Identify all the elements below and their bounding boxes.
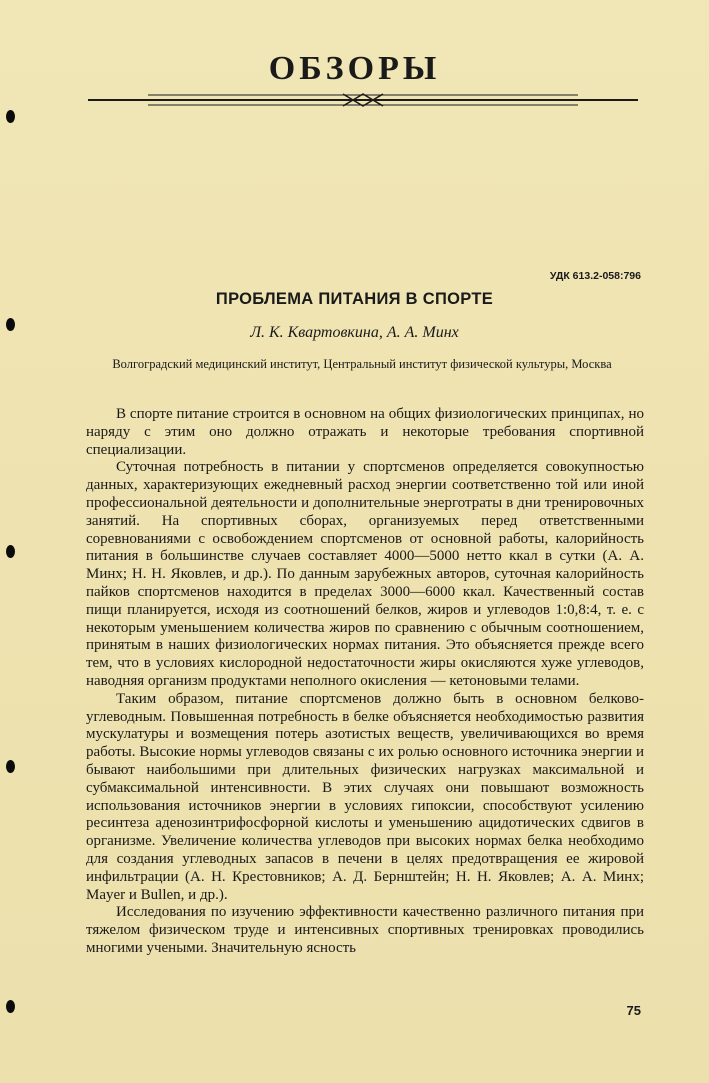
section-title: ОБЗОРЫ — [268, 50, 441, 87]
body-paragraph: Таким образом, питание спортсменов должно быть в основном белково-углеводным. Повышенная потребность в белке объясняется необходимостью развития мускулатуры и возмещения потерь азотистых веществ, увеличивающихся во время работы. Высокие нормы углеводов связаны с их ролью основного источника энергии и бывают наибольшими при длительных физических нагрузках максимальной и субмаксимальной интенсивности. В этих случаях они повышают возможность использования источников энергии в условиях гипоксии, способствуют усилению ресинтеза аденозинтрифосфорной кислоты и уменьшению ацидотических сдвигов в организме. Увеличение количества углеводов при высоких нормах белка необходимо для создания углеводных запасов в печени в целях предотвращения ее жировой инфильтрации (А. Н. Крестовников; А. Д. Бернштейн; Н. Н. Яковлев; А. А. Минх; Mayer и Bullen, и др.). — [86, 690, 644, 903]
article-title: ПРОБЛЕМА ПИТАНИЯ В СПОРТЕ — [215, 290, 494, 308]
body-paragraph: Суточная потребность в питании у спортсменов определяется совокупностью данных, характеризующих ежедневный расход энергии соответственно той или иной профессиональной деятельности и дополнительные энерготраты в дни тренировочных занятий. На спортивных сборах, организуемых перед ответственными соревнованиями с освобождением спортсменов от основной работы, калорийность питания в большинстве случаев составляет 4000—5000 нетто ккал в сутки (А. А. Минх; Н. Н. Яковлев, и др.). По данным зарубежных авторов, суточная калорийность пайков спортсменов находится в пределах 3000—6000 ккал. Качественный состав пищи планируется, исходя из соотношений белков, жиров и углеводов 1:0,8:4, т. е. с некоторым уменьшением количества жиров по сравнению с обычным соотношением, принятым в наших физиологических нормах питания. Это объясняется прежде всего тем, что в условиях кислородной недостаточности жиры окисляются хуже углеводов, наводняя организм продуктами неполного окисления — кетоновыми телами. — [86, 459, 644, 689]
article-authors: Л. К. Квартовкина, А. А. Минх — [250, 324, 459, 341]
body-paragraph: Исследования по изучению эффективности качественно различного питания при тяжелом физическом труде и интенсивных спортивных тренировках проводились многими учеными. Значительную ясность — [86, 904, 644, 956]
page-number: 75 — [626, 1003, 641, 1018]
binding-hole-mark — [6, 545, 15, 558]
binding-hole-mark — [6, 318, 15, 331]
body-paragraph: В спорте питание строится в основном на общих физиологических принципах, но наряду с этим оно должно отражать и некоторые требования спортивной специализации. — [86, 406, 644, 458]
ornamental-rule — [88, 92, 638, 108]
article-affiliation: Волгоградский медицинский институт, Центральный институт физической культуры, Москва — [112, 357, 612, 371]
binding-hole-mark — [6, 110, 15, 123]
binding-hole-mark — [6, 760, 15, 773]
article-body — [86, 406, 644, 958]
binding-hole-mark — [6, 1000, 15, 1013]
udk-code: УДК 613.2-058:796 — [549, 270, 641, 282]
